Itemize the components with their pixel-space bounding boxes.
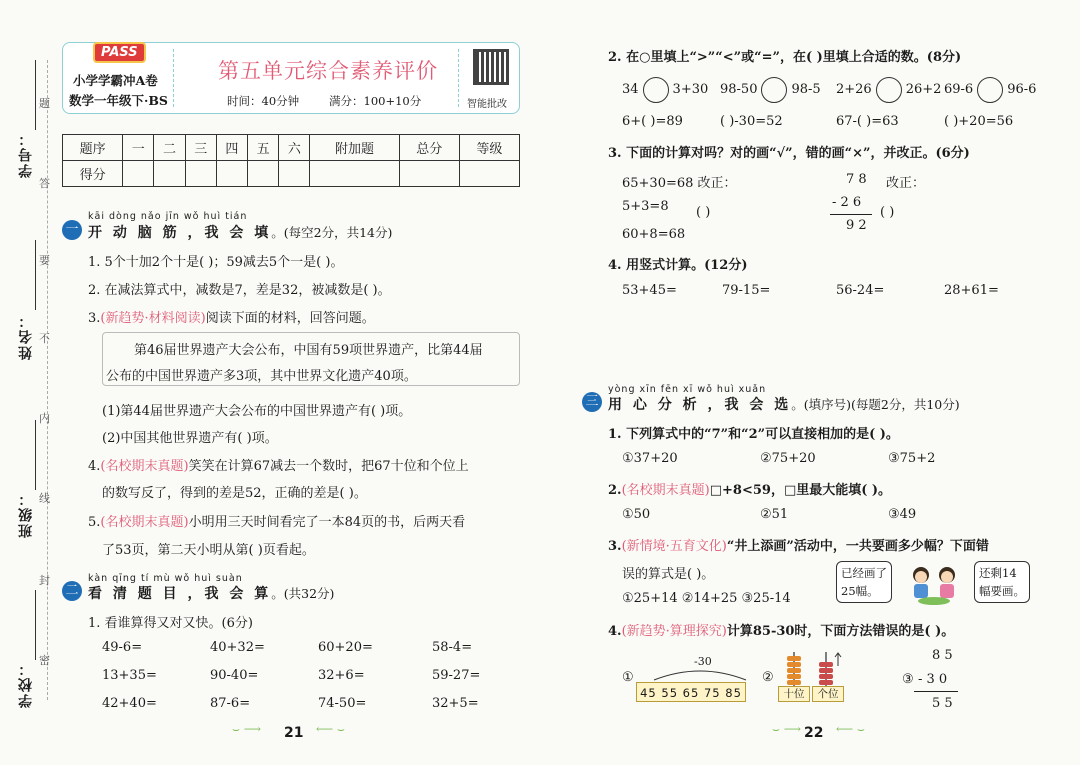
question-3-cont: 误的算式是( )。 — [622, 567, 715, 582]
vertical-rule — [830, 214, 872, 215]
jump-arc — [648, 662, 752, 682]
calc-item: 13+35= — [102, 668, 157, 683]
calc-item: 42+40= — [102, 696, 157, 711]
fill-item: ( )-30=52 — [720, 114, 783, 129]
table-cell: 二 — [154, 135, 185, 161]
table-cell: 四 — [216, 135, 247, 161]
table-cell: 五 — [248, 135, 279, 161]
section-title: 用 心 分 析 ，我 会 选。(填序号)(每题2分，共10分) — [608, 397, 960, 413]
section-pinyin: kāi dòng nǎo jīn wǒ huì tián — [88, 211, 248, 222]
vertical-top: 7 8 — [846, 172, 867, 187]
table-cell: 六 — [279, 135, 310, 161]
question-4: 4.(新趋势·算理探究)计算85-30时，下面方法错误的是( )。 — [608, 624, 955, 639]
vertical-result: 9 2 — [846, 218, 867, 233]
table-cell: 附加题 — [310, 135, 399, 161]
bubble-text: 25幅。 — [841, 584, 879, 598]
score-cell[interactable] — [216, 161, 247, 187]
name-label: 姓名： — [18, 312, 34, 360]
speech-bubble — [836, 561, 892, 603]
option[interactable]: ②51 — [760, 507, 789, 522]
question-1: 1. 下列算式中的“7”和“2”可以直接相加的是( )。 — [608, 427, 899, 442]
score-cell[interactable] — [279, 161, 310, 187]
question-2: 2.(名校期末真题)□+8<59，□里最大能填( )。 — [608, 483, 892, 498]
option-2-label[interactable]: ② — [762, 670, 774, 685]
question-2: 2. 在减法算式中，减数是7，差是32，被减数是( )。 — [88, 283, 391, 298]
table-cell: 一 — [123, 135, 154, 161]
score-cell[interactable] — [399, 161, 459, 187]
seal-char: 题 — [39, 97, 50, 110]
sprout-icon: ⟵ ⌣ — [836, 722, 865, 736]
compare-left: 2+26 — [836, 82, 872, 97]
vertical-calc-item: 79-15= — [722, 283, 771, 298]
full-score: 满分：100+10分 — [329, 94, 422, 108]
score-cell[interactable] — [248, 161, 279, 187]
compare-right: 98-5 — [791, 82, 821, 97]
question-3-2: (2)中国其他世界遗产有( )项。 — [102, 431, 278, 446]
calc-item: 59-27= — [432, 668, 481, 683]
answer-paren[interactable]: ( ) — [696, 205, 711, 220]
vertical-calc-item: 53+45= — [622, 283, 677, 298]
compare-row — [622, 76, 708, 104]
vertical-result: 5 5 — [932, 696, 953, 711]
speech-bubble — [974, 561, 1030, 603]
score-table — [62, 134, 520, 187]
seal-char: 线 — [39, 492, 50, 505]
question-4: 4.(名校期末真题)笑笑在计算67减去一个数时，把67十位和个位上 — [88, 459, 469, 474]
compare-right: 26+2 — [905, 82, 942, 97]
table-cell: 题序 — [63, 135, 123, 161]
vertical-sub: - 3 0 — [918, 672, 948, 687]
section-title: 看 清 题 目 ，我 会 算。(共32分) — [88, 586, 335, 602]
score-cell[interactable] — [310, 161, 399, 187]
table-cell: 三 — [185, 135, 216, 161]
exam-header — [62, 42, 520, 114]
calc-item: 87-6= — [210, 696, 251, 711]
option[interactable]: ①37+20 — [622, 451, 678, 466]
class-line — [35, 420, 36, 490]
question-2: 2. 在○里填上“>”“<”或“=”，在( )里填上合适的数。(8分) — [608, 50, 962, 65]
seal-char: 不 — [39, 332, 50, 345]
question-3: 3.(新情境·五育文化)“井上添画”活动中，一共要画多少幅？下面错 — [608, 539, 989, 554]
question-3: 3. 下面的计算对吗？对的画“√”，错的画“×”，并改正。(6分) — [608, 146, 970, 161]
answer-paren[interactable]: ( ) — [880, 205, 895, 220]
options[interactable]: ①25+14 ②14+25 ③25-14 — [622, 591, 791, 606]
correction-label: 改正： — [886, 176, 926, 191]
bubble-text: 已经画了 — [841, 566, 887, 580]
sprout-icon: ⟵ ⌣ — [316, 722, 345, 736]
score-cell[interactable] — [185, 161, 216, 187]
bubble-text: 还剩14 — [979, 566, 1017, 580]
qr-code-icon[interactable] — [473, 49, 509, 85]
series-name: 小学学霸冲A卷 — [73, 73, 158, 88]
page-title: 第五单元综合素养评价 — [218, 59, 438, 83]
ones-label: 个位 — [812, 686, 844, 702]
table-row — [63, 161, 520, 187]
compare-circle[interactable] — [643, 77, 669, 103]
vertical-sub: - 2 6 — [832, 195, 862, 210]
seal-char: 答 — [39, 177, 50, 190]
vertical-calc-item: 28+61= — [944, 283, 999, 298]
compare-row — [720, 76, 821, 104]
compare-right: 96-6 — [1007, 82, 1037, 97]
question-3: 3.(新趋势·材料阅读)阅读下面的材料，回答问题。 — [88, 311, 375, 326]
table-cell: 得分 — [63, 161, 123, 187]
calc-item: 74-50= — [318, 696, 367, 711]
calc-item: 32+5= — [432, 696, 479, 711]
calc-item: 60+20= — [318, 640, 373, 655]
school-line — [35, 590, 36, 660]
jump-label: -30 — [694, 655, 712, 668]
table-cell: 总分 — [399, 135, 459, 161]
page-number: 22 — [804, 725, 824, 741]
header-divider — [458, 49, 459, 107]
check-item: 5+3=8 — [622, 199, 669, 214]
fill-item: 6+( )=89 — [622, 114, 683, 129]
section-badge: 二 — [62, 581, 82, 601]
compare-circle[interactable] — [977, 77, 1003, 103]
time-limit: 时间：40分钟 — [227, 94, 300, 108]
question-1: 1. 看谁算得又对又快。(6分) — [88, 616, 253, 631]
pass-logo: PASS — [93, 42, 146, 63]
check-item: 65+30=68 改正： — [622, 176, 737, 191]
table-cell: 等级 — [459, 135, 519, 161]
question-5-cont: 了53页，第二天小明从第( )页看起。 — [102, 543, 315, 558]
table-row — [63, 135, 520, 161]
option[interactable]: ③75+2 — [888, 451, 936, 466]
compare-right: 3+30 — [672, 82, 709, 97]
seal-char: 密 — [39, 654, 50, 667]
seal-char: 封 — [39, 574, 50, 587]
score-cell[interactable] — [123, 161, 154, 187]
seal-char: 内 — [39, 412, 50, 425]
passage-text: 公布的中国世界遗产多3项，其中世界文化遗产40项。 — [106, 369, 417, 384]
class-label: 班级： — [18, 490, 34, 538]
compare-left: 98-50 — [720, 82, 758, 97]
score-cell[interactable] — [154, 161, 185, 187]
option-1-label[interactable]: ① — [622, 670, 634, 685]
score-cell[interactable] — [459, 161, 519, 187]
question-4-cont: 的数写反了，得到的差是52，正确的差是( )。 — [102, 486, 367, 501]
section-badge: 三 — [582, 392, 602, 412]
number-line: 45 55 65 75 85 — [636, 682, 746, 702]
compare-row — [944, 76, 1036, 104]
calc-item: 90-40= — [210, 668, 259, 683]
calc-item: 40+32= — [210, 640, 265, 655]
calc-item: 49-6= — [102, 640, 143, 655]
option[interactable]: ③49 — [888, 507, 917, 522]
seal-line — [47, 60, 48, 700]
bubble-text: 幅要画。 — [979, 584, 1025, 598]
section-badge: 一 — [62, 220, 82, 240]
children-illustration — [903, 563, 967, 607]
option[interactable]: ②75+20 — [760, 451, 816, 466]
vertical-calc-item: 56-24= — [836, 283, 885, 298]
question-4: 4. 用竖式计算。(12分) — [608, 258, 748, 273]
sprout-icon: ⌣ ⟶ — [772, 722, 801, 736]
check-item: 60+8=68 — [622, 227, 686, 242]
student-id-line — [35, 60, 36, 130]
question-5: 5.(名校期末真题)小明用三天时间看完了一本84页的书，后两天看 — [88, 515, 466, 530]
option[interactable]: ①50 — [622, 507, 651, 522]
vertical-top: 8 5 — [932, 648, 953, 663]
school-label: 学校： — [18, 660, 34, 708]
compare-left: 69-6 — [944, 82, 974, 97]
compare-circle[interactable] — [761, 77, 787, 103]
option-3-label[interactable]: ③ — [902, 672, 914, 687]
calc-item: 32+6= — [318, 668, 365, 683]
fill-item: ( )+20=56 — [944, 114, 1014, 129]
page-number: 21 — [284, 725, 304, 741]
compare-circle[interactable] — [876, 77, 902, 103]
name-line — [35, 240, 36, 310]
fill-item: 67-( )=63 — [836, 114, 899, 129]
calc-item: 58-4= — [432, 640, 473, 655]
abacus — [778, 652, 844, 702]
compare-row — [836, 76, 941, 104]
section-pinyin: kàn qīng tí mù wǒ huì suàn — [88, 573, 243, 584]
vertical-rule — [914, 691, 958, 692]
seal-char: 要 — [39, 254, 50, 267]
passage-text: 第46届世界遗产大会公布，中国有59项世界遗产，比第44届 — [134, 343, 483, 358]
header-divider — [173, 49, 174, 107]
student-id-label: 学号： — [18, 130, 34, 178]
tens-label: 十位 — [778, 686, 810, 702]
question-1: 1. 5个十加2个十是( )；59减去5个一是( )。 — [88, 255, 344, 270]
question-3-1: (1)第44届世界遗产大会公布的中国世界遗产有( )项。 — [102, 404, 412, 419]
compare-left: 34 — [622, 82, 639, 97]
grade-label: 数学一年级下·BS — [69, 93, 168, 108]
right-page — [540, 0, 1080, 765]
sprout-icon: ⌣ ⟶ — [232, 722, 261, 736]
section-pinyin: yòng xīn fēn xī wǒ huì xuǎn — [608, 384, 767, 395]
qr-caption: 智能批改 — [467, 99, 507, 110]
section-title: 开 动 脑 筋 ，我 会 填。(每空2分，共14分) — [88, 225, 393, 241]
